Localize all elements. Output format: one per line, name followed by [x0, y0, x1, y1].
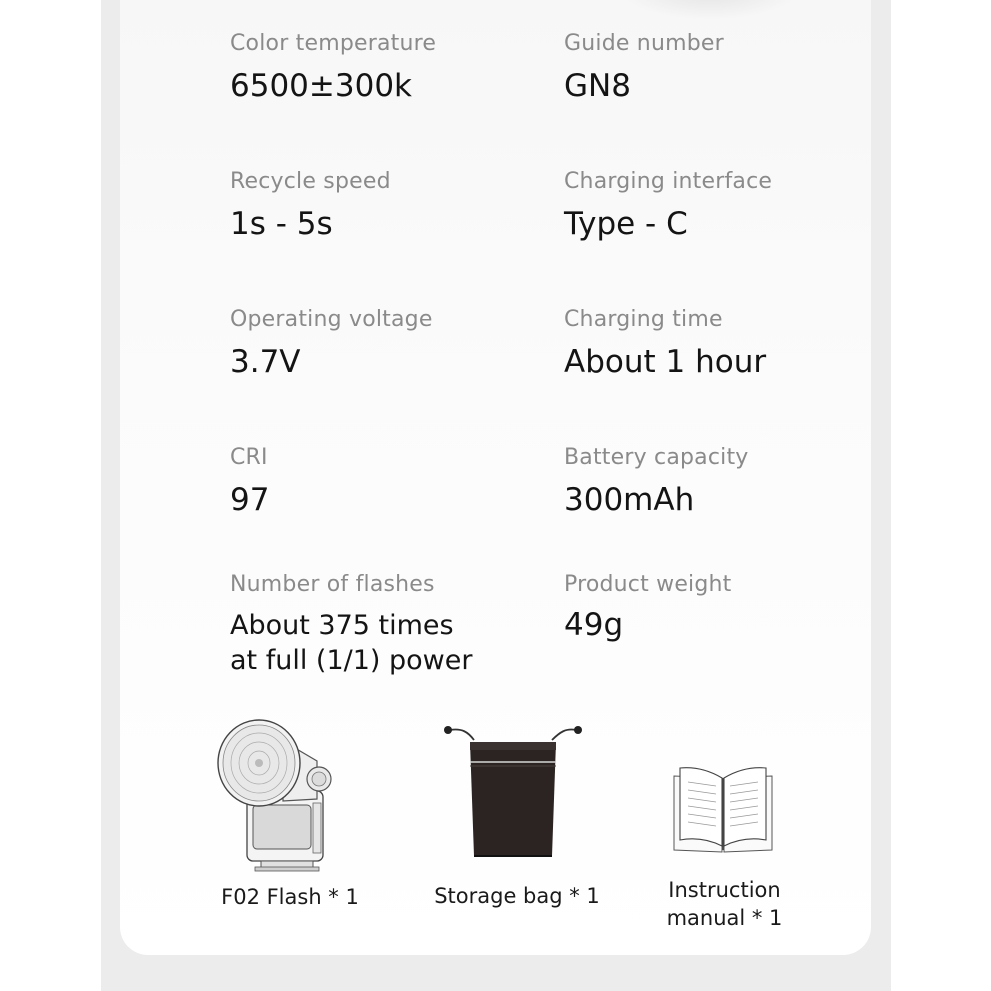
book-icon — [668, 758, 778, 858]
spec-recycle-speed — [230, 171, 391, 240]
spec-value: GN8 — [564, 68, 631, 104]
spec-color-temperature — [230, 33, 436, 102]
spec-value: 97 — [230, 482, 270, 518]
flash-icon — [213, 713, 343, 873]
spec-cri — [230, 447, 269, 516]
spec-label: Recycle speed — [230, 169, 391, 194]
package-item-manual — [652, 758, 797, 932]
spec-product-weight — [564, 574, 732, 641]
spec-charging-interface — [564, 171, 772, 240]
package-caption-line: Instruction — [668, 878, 781, 902]
spec-operating-voltage — [230, 309, 433, 378]
package-item-flash — [210, 713, 370, 911]
spec-label: Product weight — [564, 572, 732, 597]
spec-label: Operating voltage — [230, 307, 433, 332]
spec-label: Charging time — [564, 307, 723, 332]
package-caption-line: manual * 1 — [666, 906, 783, 930]
spec-label: Battery capacity — [564, 445, 749, 470]
spec-value: 3.7V — [230, 344, 301, 380]
spec-value: Type - C — [564, 206, 688, 242]
spec-label: Guide number — [564, 31, 724, 56]
spec-value: 49g — [564, 607, 624, 643]
spec-battery-capacity — [564, 447, 749, 516]
spec-value: 1s - 5s — [230, 206, 333, 242]
spec-label: CRI — [230, 445, 268, 470]
spec-value: 6500±300k — [230, 68, 412, 104]
package-caption — [652, 876, 797, 932]
storage-bag-icon — [440, 722, 590, 862]
spec-label: Number of flashes — [230, 572, 435, 597]
spec-label: Color temperature — [230, 31, 437, 56]
spec-label: Charging interface — [564, 169, 773, 194]
package-caption: F02 Flash * 1 — [221, 885, 359, 909]
spec-value-line: at full (1/1) power — [230, 645, 473, 676]
package-item-storage-bag — [422, 722, 612, 910]
spec-value: 300mAh — [564, 482, 695, 518]
package-caption: Storage bag * 1 — [434, 884, 600, 908]
spec-charging-time — [564, 309, 766, 378]
spec-value-line: About 375 times — [230, 610, 454, 641]
spec-guide-number — [564, 33, 724, 102]
spec-value: About 1 hour — [564, 344, 767, 380]
product-glow — [620, 0, 800, 20]
spec-value — [230, 608, 472, 678]
spec-number-of-flashes — [230, 574, 472, 678]
